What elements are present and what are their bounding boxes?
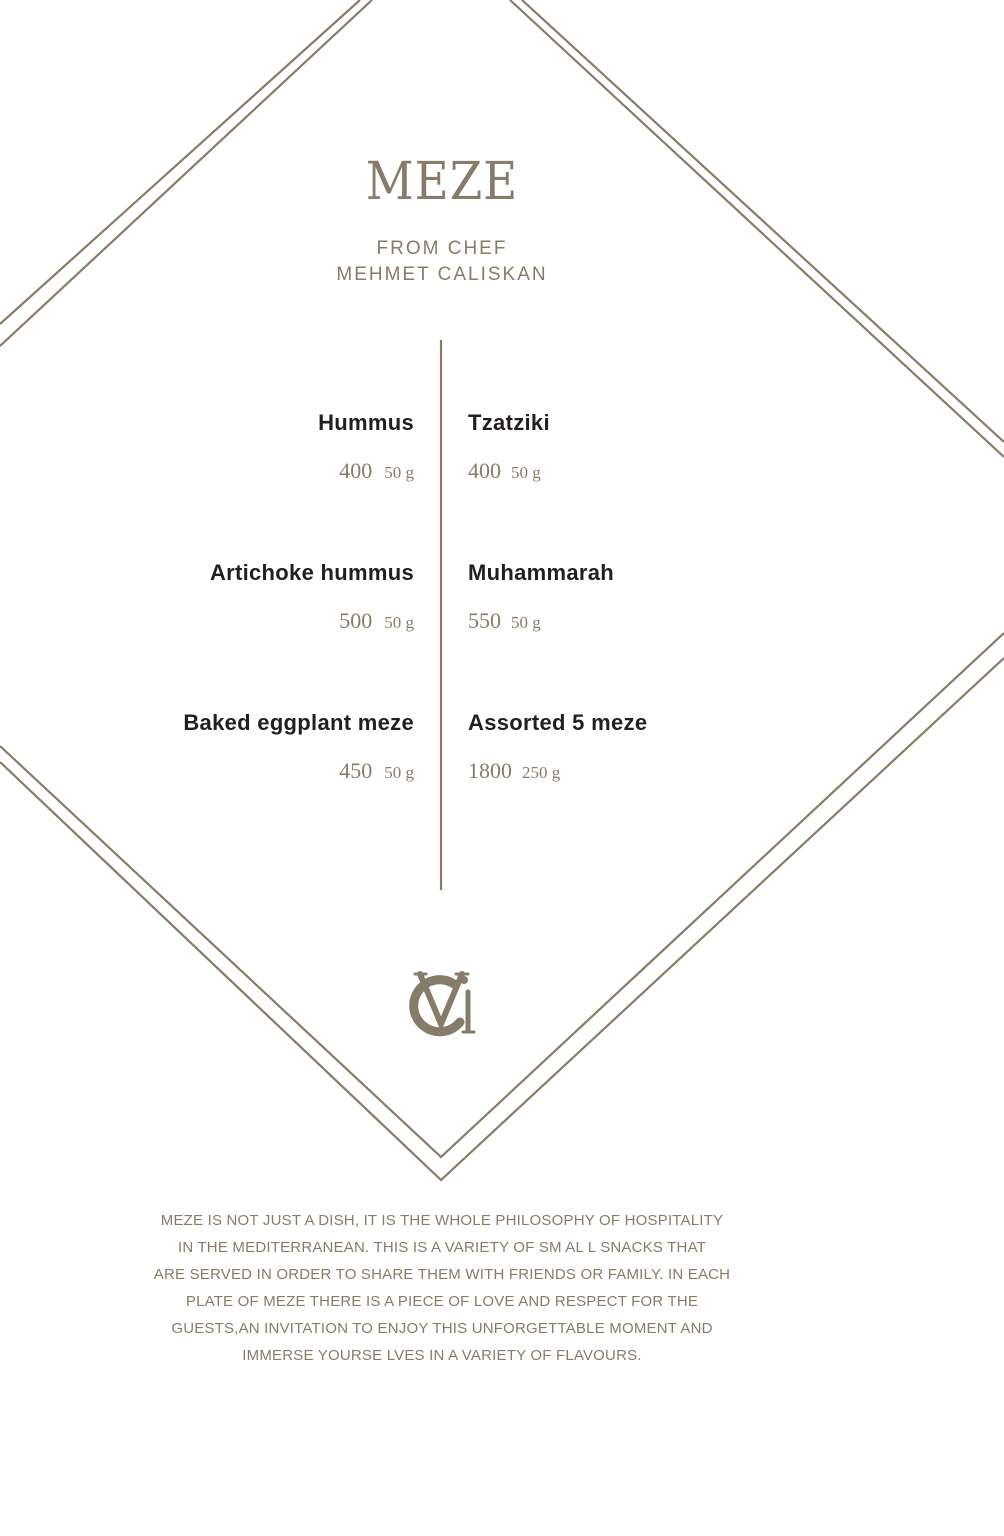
menu-item-price: 500 xyxy=(339,608,373,633)
menu-item-meta xyxy=(94,608,414,634)
menu-item-meta xyxy=(468,458,788,484)
menu-item-meta xyxy=(94,758,414,784)
menu-item xyxy=(468,408,788,558)
menu-item-weight: 50 g xyxy=(384,763,414,782)
menu-item-meta xyxy=(94,458,414,484)
menu-item-name: Artichoke hummus xyxy=(209,560,414,585)
menu-item-name: Tzatziki xyxy=(468,410,550,435)
philosophy-line: MEZE IS NOT JUST A DISH, IT IS THE WHOLE PHILOSOPHY OF HOSPITALITY xyxy=(160,1212,724,1229)
menu-item-weight: 50 g xyxy=(511,613,541,632)
menu-item xyxy=(468,708,788,858)
menu-item-price: 400 xyxy=(468,458,501,483)
philosophy-text xyxy=(112,1207,772,1369)
menu-item xyxy=(94,408,414,558)
philosophy-line: PLATE OF MEZE THERE IS A PIECE OF LOVE AND RESPECT FOR THE xyxy=(185,1293,699,1310)
menu-item-meta xyxy=(468,608,788,634)
menu-item-weight: 250 g xyxy=(522,763,561,782)
menu-item-price: 1800 xyxy=(468,758,512,783)
menu-item-weight: 50 g xyxy=(384,463,414,482)
menu-item xyxy=(94,558,414,708)
menu-column-right xyxy=(468,408,788,858)
menu-item-price: 450 xyxy=(339,758,373,783)
menu-item-meta xyxy=(468,758,788,784)
menu-item-weight: 50 g xyxy=(511,463,541,482)
page-title: MEZE xyxy=(365,152,519,212)
menu-item-name: Hummus xyxy=(318,410,414,435)
menu-item-weight: 50 g xyxy=(384,613,414,632)
menu-item xyxy=(94,708,414,858)
chef-credit-line-2: MEHMET CALISKAN xyxy=(336,264,548,285)
cm-monogram-logo-icon xyxy=(404,968,478,1040)
philosophy-line: IMMERSE YOURSE LVES IN A VARIETY OF FLAVOURS. xyxy=(242,1347,642,1364)
menu-item-name: Assorted 5 meze xyxy=(468,710,648,735)
philosophy-line: IN THE MEDITERRANEAN. THIS IS A VARIETY OF SM AL L SNACKS THAT xyxy=(177,1239,707,1256)
diamond-outer-top-right xyxy=(522,0,1004,442)
menu-column-left xyxy=(94,408,414,858)
menu-item-name: Baked eggplant meze xyxy=(183,710,414,735)
chef-credit xyxy=(0,236,884,288)
chef-credit-line-1: FROM CHEF xyxy=(376,238,508,259)
philosophy-line: ARE SERVED IN ORDER TO SHARE THEM WITH FRIENDS OR FAMILY. IN EACH xyxy=(153,1266,731,1283)
philosophy-line: GUESTS,AN INVITATION TO ENJOY THIS UNFORGETTABLE MOMENT AND xyxy=(171,1320,713,1337)
menu-item-name: Muhammarah xyxy=(468,560,615,585)
menu-item-price: 400 xyxy=(339,458,373,483)
menu-item-price: 550 xyxy=(468,608,501,633)
menu-item xyxy=(468,558,788,708)
diamond-inner-top-right xyxy=(510,0,1004,457)
